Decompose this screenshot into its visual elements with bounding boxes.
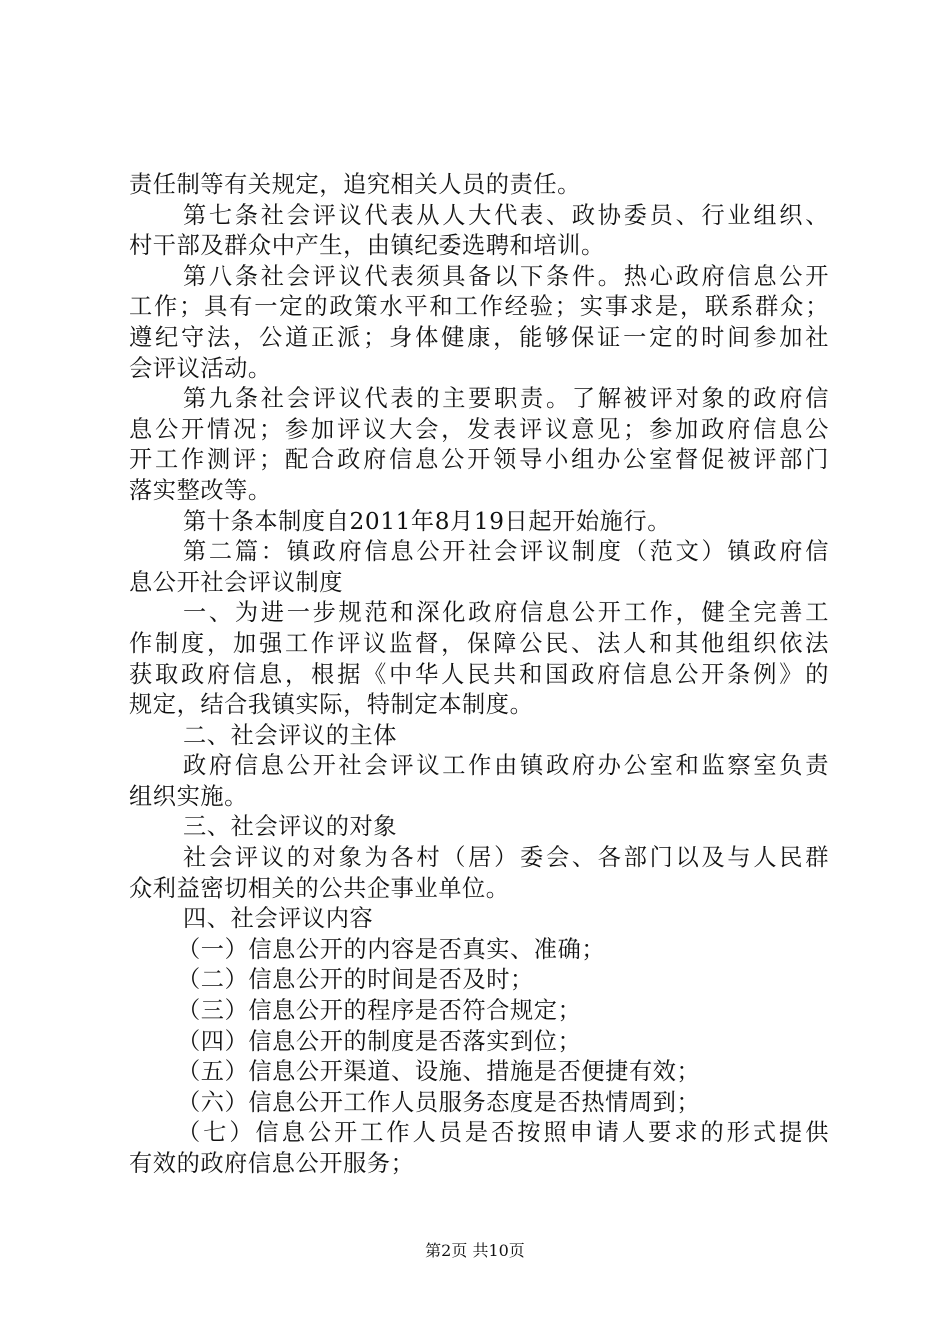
text-line: 第二篇：镇政府信息公开社会评议制度（范文）镇政府信 (183, 538, 829, 566)
text-line: 获取政府信息，根据《中华人民共和国政府信息公开条例》的 (129, 660, 829, 688)
text-line: 会评议活动。 (129, 354, 272, 382)
text-line: 一、为进一步规范和深化政府信息公开工作，健全完善工 (183, 599, 829, 627)
text-line: 第七条社会评议代表从人大代表、政协委员、行业组织、 (183, 201, 829, 229)
text-line: （二）信息公开的时间是否及时； (177, 966, 534, 994)
text-line: （六）信息公开工作人员服务态度是否热情周到； (177, 1088, 701, 1116)
text-line: 开工作测评；配合政府信息公开领导小组办公室督促被评部门 (129, 446, 829, 474)
document-body (129, 170, 829, 1180)
text-line: （五）信息公开渠道、设施、措施是否便捷有效； (177, 1058, 701, 1086)
text-line: 息公开社会评议制度 (129, 568, 344, 596)
page-footer: 第2页 共10页 (425, 1241, 525, 1260)
text-line: 息公开情况；参加评议大会，发表评议意见；参加政府信息公 (129, 415, 829, 443)
text-line: 政府信息公开社会评议工作由镇政府办公室和监察室负责 (183, 752, 829, 780)
text-line: 第九条社会评议代表的主要职责。了解被评对象的政府信 (183, 385, 829, 413)
text-line: 第十条本制度自2011年8月19日起开始施行。 (183, 507, 672, 535)
text-line: 工作；具有一定的政策水平和工作经验；实事求是，联系群众； (129, 293, 829, 321)
text-line: 落实整改等。 (129, 476, 272, 504)
text-line: （七）信息公开工作人员是否按照申请人要求的形式提供 (177, 1119, 829, 1147)
text-line: 三、社会评议的对象 (183, 813, 398, 841)
text-line: 组织实施。 (129, 782, 248, 810)
text-line: （四）信息公开的制度是否落实到位； (177, 1027, 582, 1055)
text-line: （一）信息公开的内容是否真实、准确； (177, 935, 606, 963)
text-line: 四、社会评议内容 (183, 905, 374, 933)
text-line: 社会评议的对象为各村（居）委会、各部门以及与人民群 (183, 844, 829, 872)
text-line: 众利益密切相关的公共企事业单位。 (129, 874, 510, 902)
text-line: 第八条社会评议代表须具备以下条件。热心政府信息公开 (183, 262, 829, 290)
text-line: 责任制等有关规定，追究相关人员的责任。 (129, 171, 581, 198)
text-line: 作制度，加强工作评议监督，保障公民、法人和其他组织依法 (129, 629, 829, 657)
text-line: 遵纪守法，公道正派；身体健康，能够保证一定的时间参加社 (129, 323, 829, 351)
text-line: 村干部及群众中产生，由镇纪委选聘和培训。 (129, 232, 605, 260)
text-line: （三）信息公开的程序是否符合规定； (177, 997, 582, 1025)
text-line: 有效的政府信息公开服务； (129, 1150, 415, 1177)
text-line: 规定，结合我镇实际，特制定本制度。 (129, 691, 534, 719)
text-line: 二、社会评议的主体 (183, 721, 398, 749)
